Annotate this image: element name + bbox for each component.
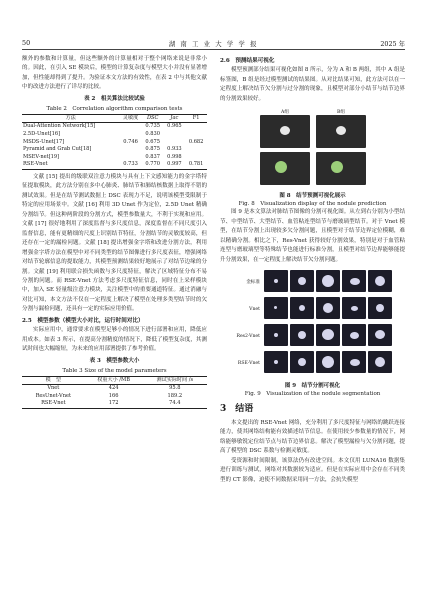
table-cell: 0.682 (188, 138, 204, 145)
segmentation-cell (264, 270, 288, 292)
segmentation-cell (368, 351, 392, 373)
table-cell: 0.997 (164, 161, 186, 169)
page-number: 50 (22, 39, 31, 47)
table-cell: RSE-Vnet (22, 400, 85, 408)
segmentation-cell (342, 324, 366, 346)
row-label-gold-standard: 金标准 (246, 279, 260, 285)
table-cell (119, 146, 142, 154)
segmentation-cell (264, 324, 288, 346)
segmentation-cell (316, 297, 340, 319)
table-cell (164, 139, 186, 147)
table-cell: 0.770 (142, 161, 164, 169)
table-cell (185, 131, 207, 139)
row-label-res2-vnet: Res2-Vnet (236, 333, 260, 339)
table-cell: 166 (108, 392, 119, 399)
table-cell: MSEV-net[19] (23, 153, 60, 160)
table-cell: 189.2 (167, 392, 183, 399)
nodule-image-b2 (316, 152, 366, 185)
segmentation-cell (290, 324, 314, 346)
nodule-image-b1 (316, 115, 366, 148)
left-column (22, 55, 207, 412)
table-cell: 0.837 (145, 153, 160, 160)
section-heading-conclusion: 3 结语 (220, 403, 254, 414)
segmentation-cell (342, 297, 366, 319)
figure-8-caption-en: Fig. 8 Visualization display of the nodule prediction (238, 201, 387, 208)
table-cell: 0.781 (185, 161, 207, 169)
table2-header-sensitivity: 灵敏度 (119, 114, 142, 123)
paragraph-segmentation-visual: 图 9 是本文算法对肺结节图像的分割可视化图。从左到右分别为小型结节、中型结节、大型结节、血管粘连型结节与磨玻璃型结节。对于 Vnet 模型，在结节分割上出现较多欠分割问题，且模型对于结节边界定位模糊，难以精确分割。相比之下，Res-Vnet 获得较好分割效果，特别是对于血管粘连型与磨玻璃型等特殊结节也能进行标准分割，且模型对结节边界能够能提升分割效果，在一定程度上解决结节欠分割问题。 (220, 209, 405, 263)
table-cell: 0.875 (145, 146, 160, 153)
table-cell: Dual-Attention Network[15] (23, 123, 96, 130)
table-cell: 95.8 (169, 385, 181, 392)
table-cell (164, 131, 186, 139)
table3-caption-en: Table 3 Size of the model parameters (62, 367, 167, 374)
table-row (22, 123, 207, 131)
journal-title: 湖 南 工 业 大 学 学 报 (168, 40, 259, 48)
paragraph-conclusion: 本文提出的 RSE-Vnet 网络，充分利用了多尺度特征与网络的跳跃连接能力，使其网络结构能有效描述结节信息。在使用较少参数量的情况下，网络能够敏锐定位结节点与结节边界信息。解决了模型漏检与欠分割问题，提高了模型的 DSC 系数与检测灵敏度。 (220, 419, 405, 455)
nodule-image-a2 (260, 152, 310, 185)
table-cell (185, 123, 207, 131)
segmentation-cell (342, 270, 366, 292)
table-cell: Pyramid and Grab Cut[18] (23, 146, 92, 153)
table-row (22, 161, 207, 169)
segmentation-cell (342, 351, 366, 373)
table-cell: MSDS-Unet[17] (23, 138, 65, 145)
segmentation-cell (316, 351, 340, 373)
table-cell: 0.933 (167, 146, 182, 153)
table-cell (185, 154, 207, 162)
table-row (22, 139, 207, 147)
segmentation-cell (290, 297, 314, 319)
table-cell: 0.735 (145, 123, 160, 130)
table-cell: 2.5D-Unet[16] (23, 131, 61, 137)
segmentation-cell (368, 324, 392, 346)
segmentation-cell (316, 270, 340, 292)
table-cell: 0.998 (167, 153, 182, 160)
panel-a-label: A组 (281, 110, 289, 116)
figure-8-caption-zh: 图 8 结节预测可视化展示 (279, 193, 346, 200)
table-row (22, 393, 207, 401)
section-heading-2-5: 2.5 模型参数（模型大小对比，运行时间对比） (22, 317, 144, 324)
table-cell: RSE-Vnet (22, 161, 119, 169)
table-cell: ResUnet-Vnet (35, 392, 72, 399)
section-heading-2-6: 2.6 预测结果可视化 (220, 58, 275, 64)
row-label-rse-vnet: RSE-Vnet (237, 360, 260, 366)
figure-8-prediction (220, 108, 405, 190)
running-header (22, 37, 405, 50)
model-size-table (22, 376, 207, 409)
table-row (22, 154, 207, 162)
table2-header-dsc: DSC (142, 114, 164, 123)
figure-9-caption-en: Fig. 9 Visualization of the nodule segmentation (244, 390, 381, 397)
table2-header-f1: F1 (185, 114, 207, 123)
table-cell: 0.830 (145, 131, 160, 137)
table2-caption-en: Table 2 Correlation algorithm comparison tests (46, 105, 183, 112)
table3-header-weight: 权重大小 /MB (85, 376, 143, 385)
segmentation-cell (316, 324, 340, 346)
paragraph-prediction-visual: 模型预测部分结果可视化如图 8 所示，分为 A 和 B 两组，其中 A 组是标签图，B 组是经过模型测试的结果图。从对比结果可知，此方法可以在一定程度上解决结节欠分割与过分割的现象，且模型对部分小结节与结节边界的分割效果较好。 (220, 67, 405, 102)
paragraph-limitations: 受资源和时间限制，该算法仍有改进空间。本文仅用 LUNA16 数据集进行训练与测试，网络对其数据较为适应。但是在实际应用中会存在不同类型的 CT 影像，迫使不同数据采用同一方法，会抗失模型 (220, 457, 405, 483)
segmentation-cell (368, 270, 392, 292)
table-row (22, 131, 207, 139)
comparison-table (22, 114, 207, 170)
table-row (22, 385, 207, 393)
figure-9-segmentation (220, 268, 405, 380)
table-cell: Vnet (47, 385, 60, 392)
table-cell: 0.675 (145, 138, 160, 145)
table-row (22, 400, 207, 408)
segmentation-cell (290, 351, 314, 373)
segmentation-cell (264, 351, 288, 373)
table3-caption-zh: 表 3 模型参数大小 (89, 357, 140, 364)
table-cell: 74.4 (143, 400, 207, 408)
table-cell (119, 123, 142, 131)
table-cell (185, 146, 207, 154)
figure-9-caption-zh: 图 9 结节分割可视化 (284, 382, 341, 389)
paragraph-se-module: 额外的参数和计算量，但这些额外的计算量相对于整个网络来说是非常小的。因此，在引入 SE 模块后，模型的计算复杂度与模型大小并没有显著增加，但性能却得到了提升。为验证本文方法的有效性，在表 2 中与其他文献中的改进方法进行了详尽的比较。 (22, 56, 207, 91)
segmentation-cell (290, 270, 314, 292)
table2-header-method: 方法 (22, 114, 119, 123)
table-cell: 0.746 (123, 138, 138, 145)
panel-b-label: B组 (337, 110, 345, 116)
segmentation-cell (368, 297, 392, 319)
table-row (22, 146, 207, 154)
table-cell (119, 154, 142, 162)
table-cell: 0.965 (167, 123, 182, 130)
publication-year: 2025 年 (380, 40, 405, 48)
table-cell: 0.733 (119, 161, 142, 169)
nodule-image-a1 (260, 115, 310, 148)
paragraph-comparison-discussion: 文献 [15] 提出的级联双注意力模块与具有上下文感知能力的金字塔特征提取模块，此方法分别在多中心肺炎、肺结节和肺结核数据上取得不错的测试效果。但是在结节测试数据上 DSC 表现力不足，说明该模型受限制于特定的应用场景中。文献 [16] 利用 3D Unet 作为定位，2.5D Unet 精确分割结节。但这种两阶段的分割方式，模型参数量大，不利于实现和应用。文献 [17] 很好地利用了深度监督与多尺度信息，深度监督在不同尺度引入监督信息，能有更精细的尺度上识别结节特征，分割结节的灵敏度较高，但还存在一定的漏检问题。文献 [18] 提出增强金字塔和改进分割方法，利用增强金字塔方法在模型中对不同类型的结节图像进行多尺度表征，增强网络对结节轮廓信息的提取能力，其模型预测结果较好地展示了对结节边缘的分割。文献 [19] 利用联合损失函数与多尺度特征，解决了区域特征分布不易分割的问题。而 RSE-Vnet 方法考虑多尺度特征信息，同时在上采样模块中，加入 SE 轻量级注意力模块，关注模型中的重要通道特征。通过消融与对比可知，本文方法不仅在一定程度上解决了模型在处理多类型结节时的欠分割与漏检问题，还具有一定的实际应用价值。 (22, 173, 207, 313)
paragraph-model-params: 实际应用中，通常要求在模型足够小的情况下进行部署和应用，降低应用成本。如表 3 所示，在提高分割精度的情况下，降低了模型复杂度，其测试时间也大幅缩短，为未来的应用部署提供了参考价值。 (22, 327, 207, 353)
table3-header-time: 测试实际时间 /s (143, 376, 207, 385)
row-label-vnet: Vnet (249, 306, 260, 312)
table-cell (119, 131, 142, 139)
table-cell: 172 (85, 400, 143, 408)
right-column (220, 55, 405, 485)
table-cell: 424 (108, 385, 119, 392)
segmentation-cell (264, 297, 288, 319)
table2-header-jac: Jac (164, 114, 186, 123)
table3-header-model: 模 型 (22, 376, 85, 385)
table2-caption-zh: 表 2 相关算法比较试验 (84, 95, 145, 102)
